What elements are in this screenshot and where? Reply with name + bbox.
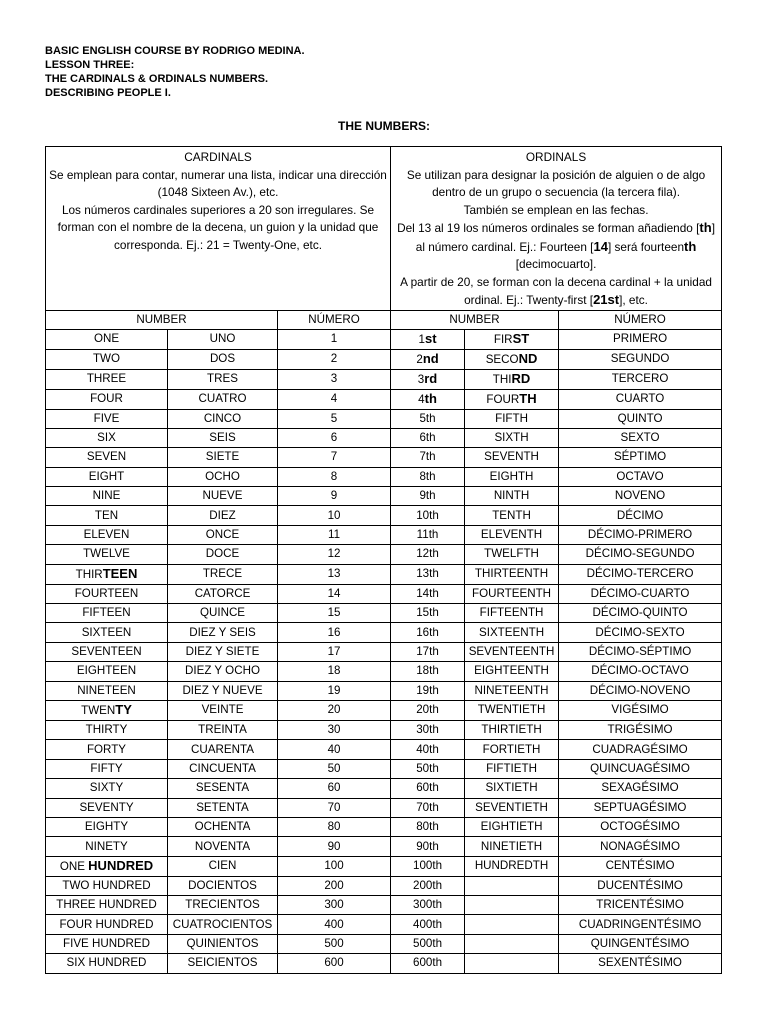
ordinal-numeral: 17th [391,642,465,661]
table-row [46,720,722,739]
cardinal-spanish: CIEN [168,856,278,876]
table-row [46,564,722,584]
ordinal-numeral: 500th [391,934,465,953]
cardinal-english: THREE HUNDRED [46,896,168,915]
ordinal-english: FIFTH [465,409,559,428]
cardinal-numeral: 30 [278,720,391,739]
cardinal-english: SEVEN [46,448,168,467]
ordinal-spanish: SEGUNDO [559,349,722,369]
ordinal-spanish: DÉCIMO-PRIMERO [559,525,722,544]
cardinal-numeral: 90 [278,837,391,856]
cardinal-numeral: 80 [278,817,391,836]
cardinal-spanish: DOS [168,349,278,369]
ordinal-numeral: 4th [391,389,465,409]
cardinal-spanish: NUEVE [168,487,278,506]
table-row [46,467,722,486]
ordinal-numeral: 40th [391,740,465,759]
ordinal-spanish: DÉCIMO-TERCERO [559,564,722,584]
cardinal-spanish: SEIS [168,428,278,447]
ordinal-spanish: DÉCIMO-CUARTO [559,584,722,603]
column-header-number: NUMBER [46,310,278,329]
ordinal-numeral: 9th [391,487,465,506]
cardinal-spanish: CUATRO [168,389,278,409]
ordinal-numeral: 200th [391,876,465,895]
table-row [46,779,722,798]
cardinal-spanish: SIETE [168,448,278,467]
ordinal-numeral: 80th [391,817,465,836]
ordinal-numeral: 14th [391,584,465,603]
ordinal-numeral: 16th [391,623,465,642]
cardinals-text: Los números cardinales superiores a 20 son irregulares. Se forman con el nombre de la decena, un guion y la unidad que corresponda. Ej.: 21 = Twenty-One, etc. [57,202,379,252]
cardinal-numeral: 13 [278,564,391,584]
table-row [46,798,722,817]
table-row [46,409,722,428]
header-line: THE CARDINALS & ORDINALS NUMBERS. [45,73,269,85]
ordinal-numeral: 19th [391,681,465,700]
ordinal-spanish: DUCENTÉSIMO [559,876,722,895]
ordinal-numeral: 50th [391,759,465,778]
cardinal-numeral: 600 [278,954,391,973]
cardinal-numeral: 400 [278,915,391,934]
cardinal-spanish: SETENTA [168,798,278,817]
section-title: THE NUMBERS: [338,119,430,133]
cardinal-numeral: 4 [278,389,391,409]
ordinal-spanish: SÉPTIMO [559,448,722,467]
cardinal-spanish: CUATROCIENTOS [168,915,278,934]
column-header-numero: NÚMERO [278,310,391,329]
table-row [46,856,722,876]
header-line: LESSON THREE: [45,59,135,71]
cardinal-numeral: 11 [278,525,391,544]
table-row [46,876,722,895]
cardinal-english: FIFTEEN [46,604,168,623]
ordinal-numeral: 15th [391,604,465,623]
cardinal-numeral: 14 [278,584,391,603]
ordinal-english: THIRTIETH [465,720,559,739]
ordinal-spanish: TRIGÉSIMO [559,720,722,739]
cardinal-numeral: 1 [278,329,391,349]
ordinal-english: SIXTEENTH [465,623,559,642]
ordinal-spanish: DÉCIMO-OCTAVO [559,662,722,681]
cardinal-english: TEN [46,506,168,525]
cardinal-english: FOURTEEN [46,584,168,603]
table-row [46,389,722,409]
ordinal-numeral: 5th [391,409,465,428]
cardinals-title: CARDINALS [184,150,252,164]
cardinal-english: ONE [46,329,168,349]
ordinal-english: SEVENTIETH [465,798,559,817]
cardinal-spanish: TREINTA [168,720,278,739]
cardinal-english: THIRTY [46,720,168,739]
column-header-row [46,310,722,329]
table-row [46,740,722,759]
column-header-number: NUMBER [391,310,559,329]
ordinal-english [465,934,559,953]
cardinal-numeral: 19 [278,681,391,700]
cardinal-english: EIGHTEEN [46,662,168,681]
ordinal-numeral: 100th [391,856,465,876]
ordinal-numeral: 8th [391,467,465,486]
ordinal-spanish: TRICENTÉSIMO [559,896,722,915]
cardinal-spanish: OCHENTA [168,817,278,836]
ordinal-numeral: 7th [391,448,465,467]
ordinal-english: SEVENTH [465,448,559,467]
cardinal-english: TWO [46,349,168,369]
cardinal-spanish: DIEZ Y SEIS [168,623,278,642]
table-row [46,329,722,349]
ordinal-numeral: 2nd [391,349,465,369]
ordinal-numeral: 90th [391,837,465,856]
ordinal-numeral: 6th [391,428,465,447]
ordinals-text: Se utilizan para designar la posición de alguien o de algo dentro de un grupo o secuencia (la tercera fila). [406,167,706,199]
cardinal-spanish: SEICIENTOS [168,954,278,973]
cardinal-spanish: SESENTA [168,779,278,798]
cardinal-english: FIFTY [46,759,168,778]
cardinal-numeral: 2 [278,349,391,369]
cardinal-numeral: 40 [278,740,391,759]
table-row [46,448,722,467]
ordinal-spanish: OCTAVO [559,467,722,486]
cardinal-english: SIXTY [46,779,168,798]
cardinals-text: Se emplean para contar, numerar una lista, indicar una dirección (1048 Sixteen Av.), etc. [49,167,387,199]
cardinal-english: NINETEEN [46,681,168,700]
table-row [46,896,722,915]
cardinal-spanish: QUINCE [168,604,278,623]
numbers-table [45,146,722,974]
cardinal-english: FOUR [46,389,168,409]
ordinal-english: FIRST [465,329,559,349]
ordinal-spanish: DÉCIMO-QUINTO [559,604,722,623]
cardinal-english: TWO HUNDRED [46,876,168,895]
cardinal-english: SIXTEEN [46,623,168,642]
ordinal-numeral: 11th [391,525,465,544]
cardinal-english: SIX HUNDRED [46,954,168,973]
cardinal-english: SEVENTEEN [46,642,168,661]
cardinal-numeral: 50 [278,759,391,778]
ordinal-numeral: 600th [391,954,465,973]
ordinal-spanish: QUINGENTÉSIMO [559,934,722,953]
cardinal-numeral: 300 [278,896,391,915]
ordinal-spanish: SEXTO [559,428,722,447]
ordinal-numeral: 70th [391,798,465,817]
cardinal-spanish: OCHO [168,467,278,486]
cardinal-numeral: 9 [278,487,391,506]
cardinal-numeral: 10 [278,506,391,525]
ordinal-numeral: 12th [391,545,465,564]
ordinal-spanish: DÉCIMO-NOVENO [559,681,722,700]
cardinal-spanish: CATORCE [168,584,278,603]
document-header [45,44,305,100]
cardinal-english: NINE [46,487,168,506]
cardinal-numeral: 15 [278,604,391,623]
table-row [46,428,722,447]
ordinal-spanish: CUARTO [559,389,722,409]
cardinal-spanish: CUARENTA [168,740,278,759]
ordinal-numeral: 1st [391,329,465,349]
ordinal-spanish: QUINCUAGÉSIMO [559,759,722,778]
ordinal-english: FORTIETH [465,740,559,759]
ordinal-english: SIXTH [465,428,559,447]
ordinal-english: EIGHTEENTH [465,662,559,681]
cardinal-english: EIGHT [46,467,168,486]
ordinal-spanish: CUADRINGENTÉSIMO [559,915,722,934]
cardinal-numeral: 200 [278,876,391,895]
cardinal-spanish: TRECIENTOS [168,896,278,915]
ordinal-numeral: 30th [391,720,465,739]
ordinal-english: NINETIETH [465,837,559,856]
ordinal-english: SECOND [465,349,559,369]
cardinal-spanish: NOVENTA [168,837,278,856]
ordinal-spanish: QUINTO [559,409,722,428]
ordinal-spanish: CENTÉSIMO [559,856,722,876]
cardinal-english: FORTY [46,740,168,759]
ordinal-numeral: 60th [391,779,465,798]
ordinal-spanish: PRIMERO [559,329,722,349]
ordinal-spanish: DÉCIMO-SÉPTIMO [559,642,722,661]
ordinal-numeral: 13th [391,564,465,584]
ordinal-english: HUNDREDTH [465,856,559,876]
cardinal-numeral: 500 [278,934,391,953]
cardinal-numeral: 70 [278,798,391,817]
cardinal-numeral: 6 [278,428,391,447]
ordinal-english: NINTH [465,487,559,506]
ordinal-spanish: SEPTUAGÉSIMO [559,798,722,817]
ordinal-numeral: 3rd [391,369,465,389]
column-header-numero: NÚMERO [559,310,722,329]
cardinal-spanish: UNO [168,329,278,349]
table-row [46,604,722,623]
header-line: BASIC ENGLISH COURSE BY RODRIGO MEDINA. [45,45,305,57]
ordinal-english: TWELFTH [465,545,559,564]
cardinal-spanish: DIEZ Y NUEVE [168,681,278,700]
cardinal-spanish: CINCUENTA [168,759,278,778]
cardinal-numeral: 8 [278,467,391,486]
ordinals-title: ORDINALS [525,150,587,164]
cardinal-numeral: 100 [278,856,391,876]
table-row [46,837,722,856]
cardinal-spanish: TRES [168,369,278,389]
cardinal-spanish: CINCO [168,409,278,428]
ordinals-text: También se emplean en las fechas. [463,202,649,217]
table-row [46,681,722,700]
ordinal-english: SIXTIETH [465,779,559,798]
cardinal-spanish: DIEZ [168,506,278,525]
cardinal-english: FIVE [46,409,168,428]
cardinal-english: EIGHTY [46,817,168,836]
ordinal-spanish: DÉCIMO-SEXTO [559,623,722,642]
ordinal-english: SEVENTEENTH [465,642,559,661]
table-row [46,642,722,661]
cardinal-numeral: 7 [278,448,391,467]
cardinal-spanish: DOCE [168,545,278,564]
ordinal-spanish: TERCERO [559,369,722,389]
table-row [46,915,722,934]
cardinal-english: ONE HUNDRED [46,856,168,876]
table-row [46,506,722,525]
cardinal-numeral: 5 [278,409,391,428]
table-row [46,623,722,642]
table-row [46,545,722,564]
cardinal-english: NINETY [46,837,168,856]
cardinal-numeral: 60 [278,779,391,798]
ordinal-numeral: 20th [391,700,465,720]
ordinal-english: EIGHTIETH [465,817,559,836]
cardinal-english: THREE [46,369,168,389]
ordinal-spanish: DÉCIMO-SEGUNDO [559,545,722,564]
table-row [46,954,722,973]
table-row [46,525,722,544]
ordinal-english [465,915,559,934]
cardinal-spanish: TRECE [168,564,278,584]
cardinal-spanish: ONCE [168,525,278,544]
ordinal-numeral: 10th [391,506,465,525]
ordinal-spanish: NONAGÉSIMO [559,837,722,856]
ordinal-spanish: NOVENO [559,487,722,506]
cardinal-numeral: 17 [278,642,391,661]
cardinal-numeral: 20 [278,700,391,720]
ordinal-spanish: OCTOGÉSIMO [559,817,722,836]
cardinal-spanish: QUINIENTOS [168,934,278,953]
cardinals-description [46,147,391,311]
ordinal-english: TENTH [465,506,559,525]
ordinal-spanish: SEXENTÉSIMO [559,954,722,973]
ordinal-numeral: 400th [391,915,465,934]
table-row [46,662,722,681]
ordinal-english [465,896,559,915]
table-row [46,584,722,603]
ordinal-numeral: 300th [391,896,465,915]
cardinal-english: FIVE HUNDRED [46,934,168,953]
ordinal-spanish: DÉCIMO [559,506,722,525]
ordinal-spanish: CUADRAGÉSIMO [559,740,722,759]
table-row [46,817,722,836]
ordinal-english: FOURTEENTH [465,584,559,603]
header-line: DESCRIBING PEOPLE I. [45,87,171,99]
ordinal-english: FOURTH [465,389,559,409]
cardinal-english: FOUR HUNDRED [46,915,168,934]
cardinal-spanish: DOCIENTOS [168,876,278,895]
ordinals-text: Del 13 al 19 los números ordinales se forman añadiendo [th] al número cardinal. Ej.: Fourteen [14] será fourteenth [decimocuarto]. [397,220,715,271]
table-row [46,934,722,953]
ordinal-numeral: 18th [391,662,465,681]
cardinal-spanish: DIEZ Y SIETE [168,642,278,661]
cardinal-numeral: 12 [278,545,391,564]
table-row [46,759,722,778]
cardinal-english: TWELVE [46,545,168,564]
ordinal-english: TWENTIETH [465,700,559,720]
ordinal-english: EIGHTH [465,467,559,486]
ordinal-english [465,954,559,973]
ordinal-english: FIFTIETH [465,759,559,778]
ordinals-text: A partir de 20, se forman con la decena cardinal + la unidad ordinal. Ej.: Twenty-first [21st], etc. [400,274,712,307]
ordinal-english: THIRTEENTH [465,564,559,584]
cardinal-english: TWENTY [46,700,168,720]
table-row [46,700,722,720]
cardinal-numeral: 18 [278,662,391,681]
ordinal-spanish: SEXAGÉSIMO [559,779,722,798]
ordinals-description [391,147,722,311]
cardinal-spanish: VEINTE [168,700,278,720]
cardinal-english: SIX [46,428,168,447]
cardinal-english: SEVENTY [46,798,168,817]
cardinal-spanish: DIEZ Y OCHO [168,662,278,681]
ordinal-english: NINETEENTH [465,681,559,700]
ordinal-spanish: VIGÉSIMO [559,700,722,720]
ordinal-english: FIFTEENTH [465,604,559,623]
cardinal-numeral: 3 [278,369,391,389]
ordinal-english: ELEVENTH [465,525,559,544]
cardinal-numeral: 16 [278,623,391,642]
table-row [46,487,722,506]
cardinal-english: THIRTEEN [46,564,168,584]
ordinal-english: THIRD [465,369,559,389]
description-row [46,147,722,311]
table-row [46,369,722,389]
cardinal-english: ELEVEN [46,525,168,544]
table-row [46,349,722,369]
ordinal-english [465,876,559,895]
